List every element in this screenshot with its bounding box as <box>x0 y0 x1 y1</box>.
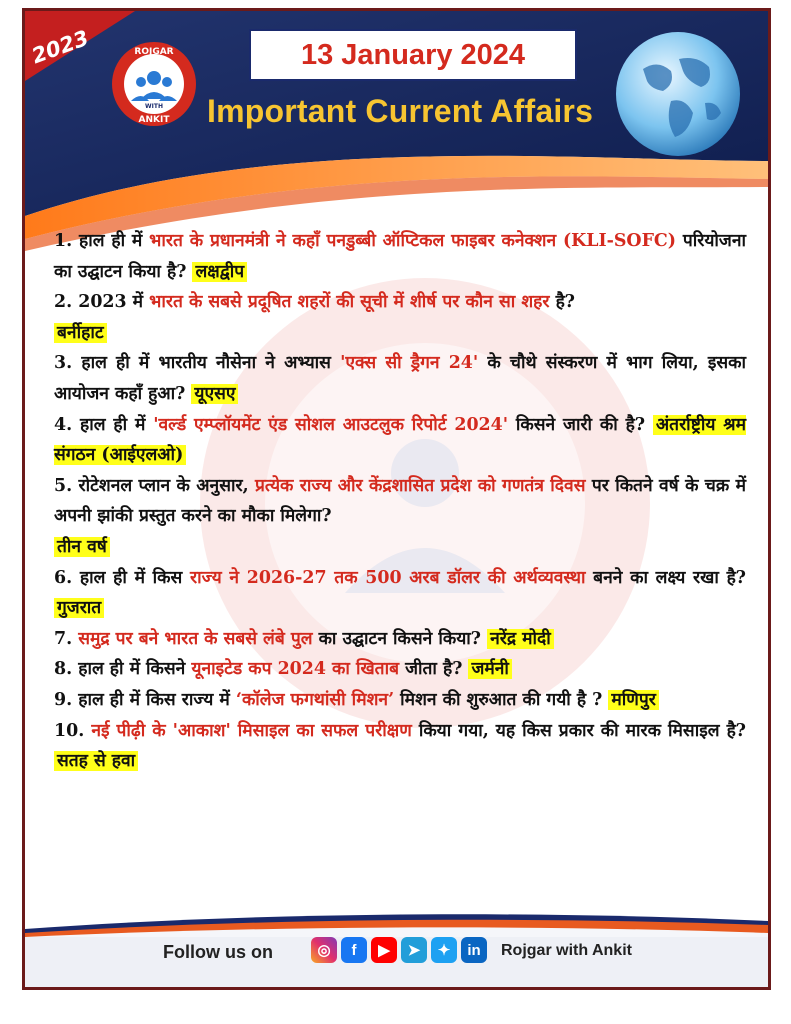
year-badge: 2023 <box>28 25 92 69</box>
question-8: 8. हाल ही में किसने यूनाइटेड कप 2024 का खिताब जीता है? जर्मनी <box>54 654 746 685</box>
question-2: 2. 2023 में भारत के सबसे प्रदूषित शहरों की सूची में शीर्ष पर कौन सा शहर है? बर्नीहाट <box>54 292 575 343</box>
question-5: 5. रोटेशनल प्लान के अनुसार, प्रत्येक राज्य और केंद्रशासित प्रदेश को गणतंत्र दिवस पर कितने वर्ष के चक्र में अपनी झांकी प्रस्तुत करने का मौका मिलेगा? तीन वर्ष <box>54 475 746 557</box>
answer-highlight: बर्नीहाट <box>54 323 107 343</box>
follow-us-label: Follow us on <box>163 942 273 962</box>
logo-text-mid: WITH <box>145 103 163 110</box>
social-icons <box>311 937 487 963</box>
answer-highlight: यूएसए <box>191 384 238 404</box>
question-9: 9. हाल ही में किस राज्य में ‘कॉलेज फगथांसी मिशन’ मिशन की शुरुआत की गयी है ? मणिपुर <box>54 685 746 716</box>
question-10: 10. नई पीढ़ी के 'आकाश' मिसाइल का सफल परीक्षण किया गया, यह किस प्रकार की मारक मिसाइल है? सतह से हवा <box>54 720 746 772</box>
answer-highlight: गुजरात <box>54 598 104 618</box>
question-7: 7. समुद्र पर बने भारत के सबसे लंबे पुल का उद्घाटन किसने किया? नरेंद्र मोदी <box>54 624 746 655</box>
page-title: Important Current Affairs <box>207 93 594 129</box>
logo-text-top: ROJGAR <box>134 47 174 57</box>
answer-highlight: मणिपुर <box>608 690 658 710</box>
questions-list <box>54 226 746 777</box>
answer-highlight: तीन वर्ष <box>54 537 110 557</box>
question-4: 4. हाल ही में 'वर्ल्ड एम्प्लॉयमेंट एंड सोशल आउटलुक रिपोर्ट 2024' किसने जारी की है? अंतर्राष्ट्रीय श्रम संगठन (आईएलओ) <box>54 414 746 466</box>
question-3: 3. हाल ही में भारतीय नौसेना ने अभ्यास 'एक्स सी ड्रैगन 24' के चौथे संस्करण में भाग लिया, इसका आयोजन कहाँ हुआ? यूएसए <box>54 353 746 404</box>
rojgar-logo <box>111 41 197 127</box>
brand-name: Rojgar with Ankit <box>501 942 632 959</box>
facebook-icon[interactable]: f <box>341 937 367 963</box>
question-1: 1. हाल ही में भारत के प्रधानमंत्री ने कहाँ पनडुब्बी ऑप्टिकल फाइबर कनेक्शन (KLI-SOFC) परियोजना का उद्घाटन किया है? लक्षद्वीप <box>54 231 746 282</box>
twitter-icon[interactable]: ✦ <box>431 937 457 963</box>
question-6: 6. हाल ही में किस राज्य ने 2026-27 तक 500 अरब डॉलर की अर्थव्यवस्था बनने का लक्ष्य रखा है? गुजरात <box>54 567 746 619</box>
instagram-icon[interactable]: ◎ <box>311 937 337 963</box>
answer-highlight: लक्षद्वीप <box>192 262 247 282</box>
date-box <box>249 29 577 81</box>
answer-highlight: अंतर्राष्ट्रीय श्रम संगठन (आईएलओ) <box>54 414 746 466</box>
poster-frame <box>22 8 771 990</box>
youtube-icon[interactable]: ▶ <box>371 937 397 963</box>
globe-icon <box>613 29 743 159</box>
answer-highlight: जर्मनी <box>468 659 511 679</box>
linkedin-icon[interactable]: in <box>461 937 487 963</box>
answer-highlight: सतह से हवा <box>54 751 138 771</box>
logo-text-bottom: ANKIT <box>138 115 170 125</box>
date-text: 13 January 2024 <box>300 38 526 71</box>
telegram-icon[interactable]: ➤ <box>401 937 427 963</box>
answer-highlight: नरेंद्र मोदी <box>487 629 554 649</box>
